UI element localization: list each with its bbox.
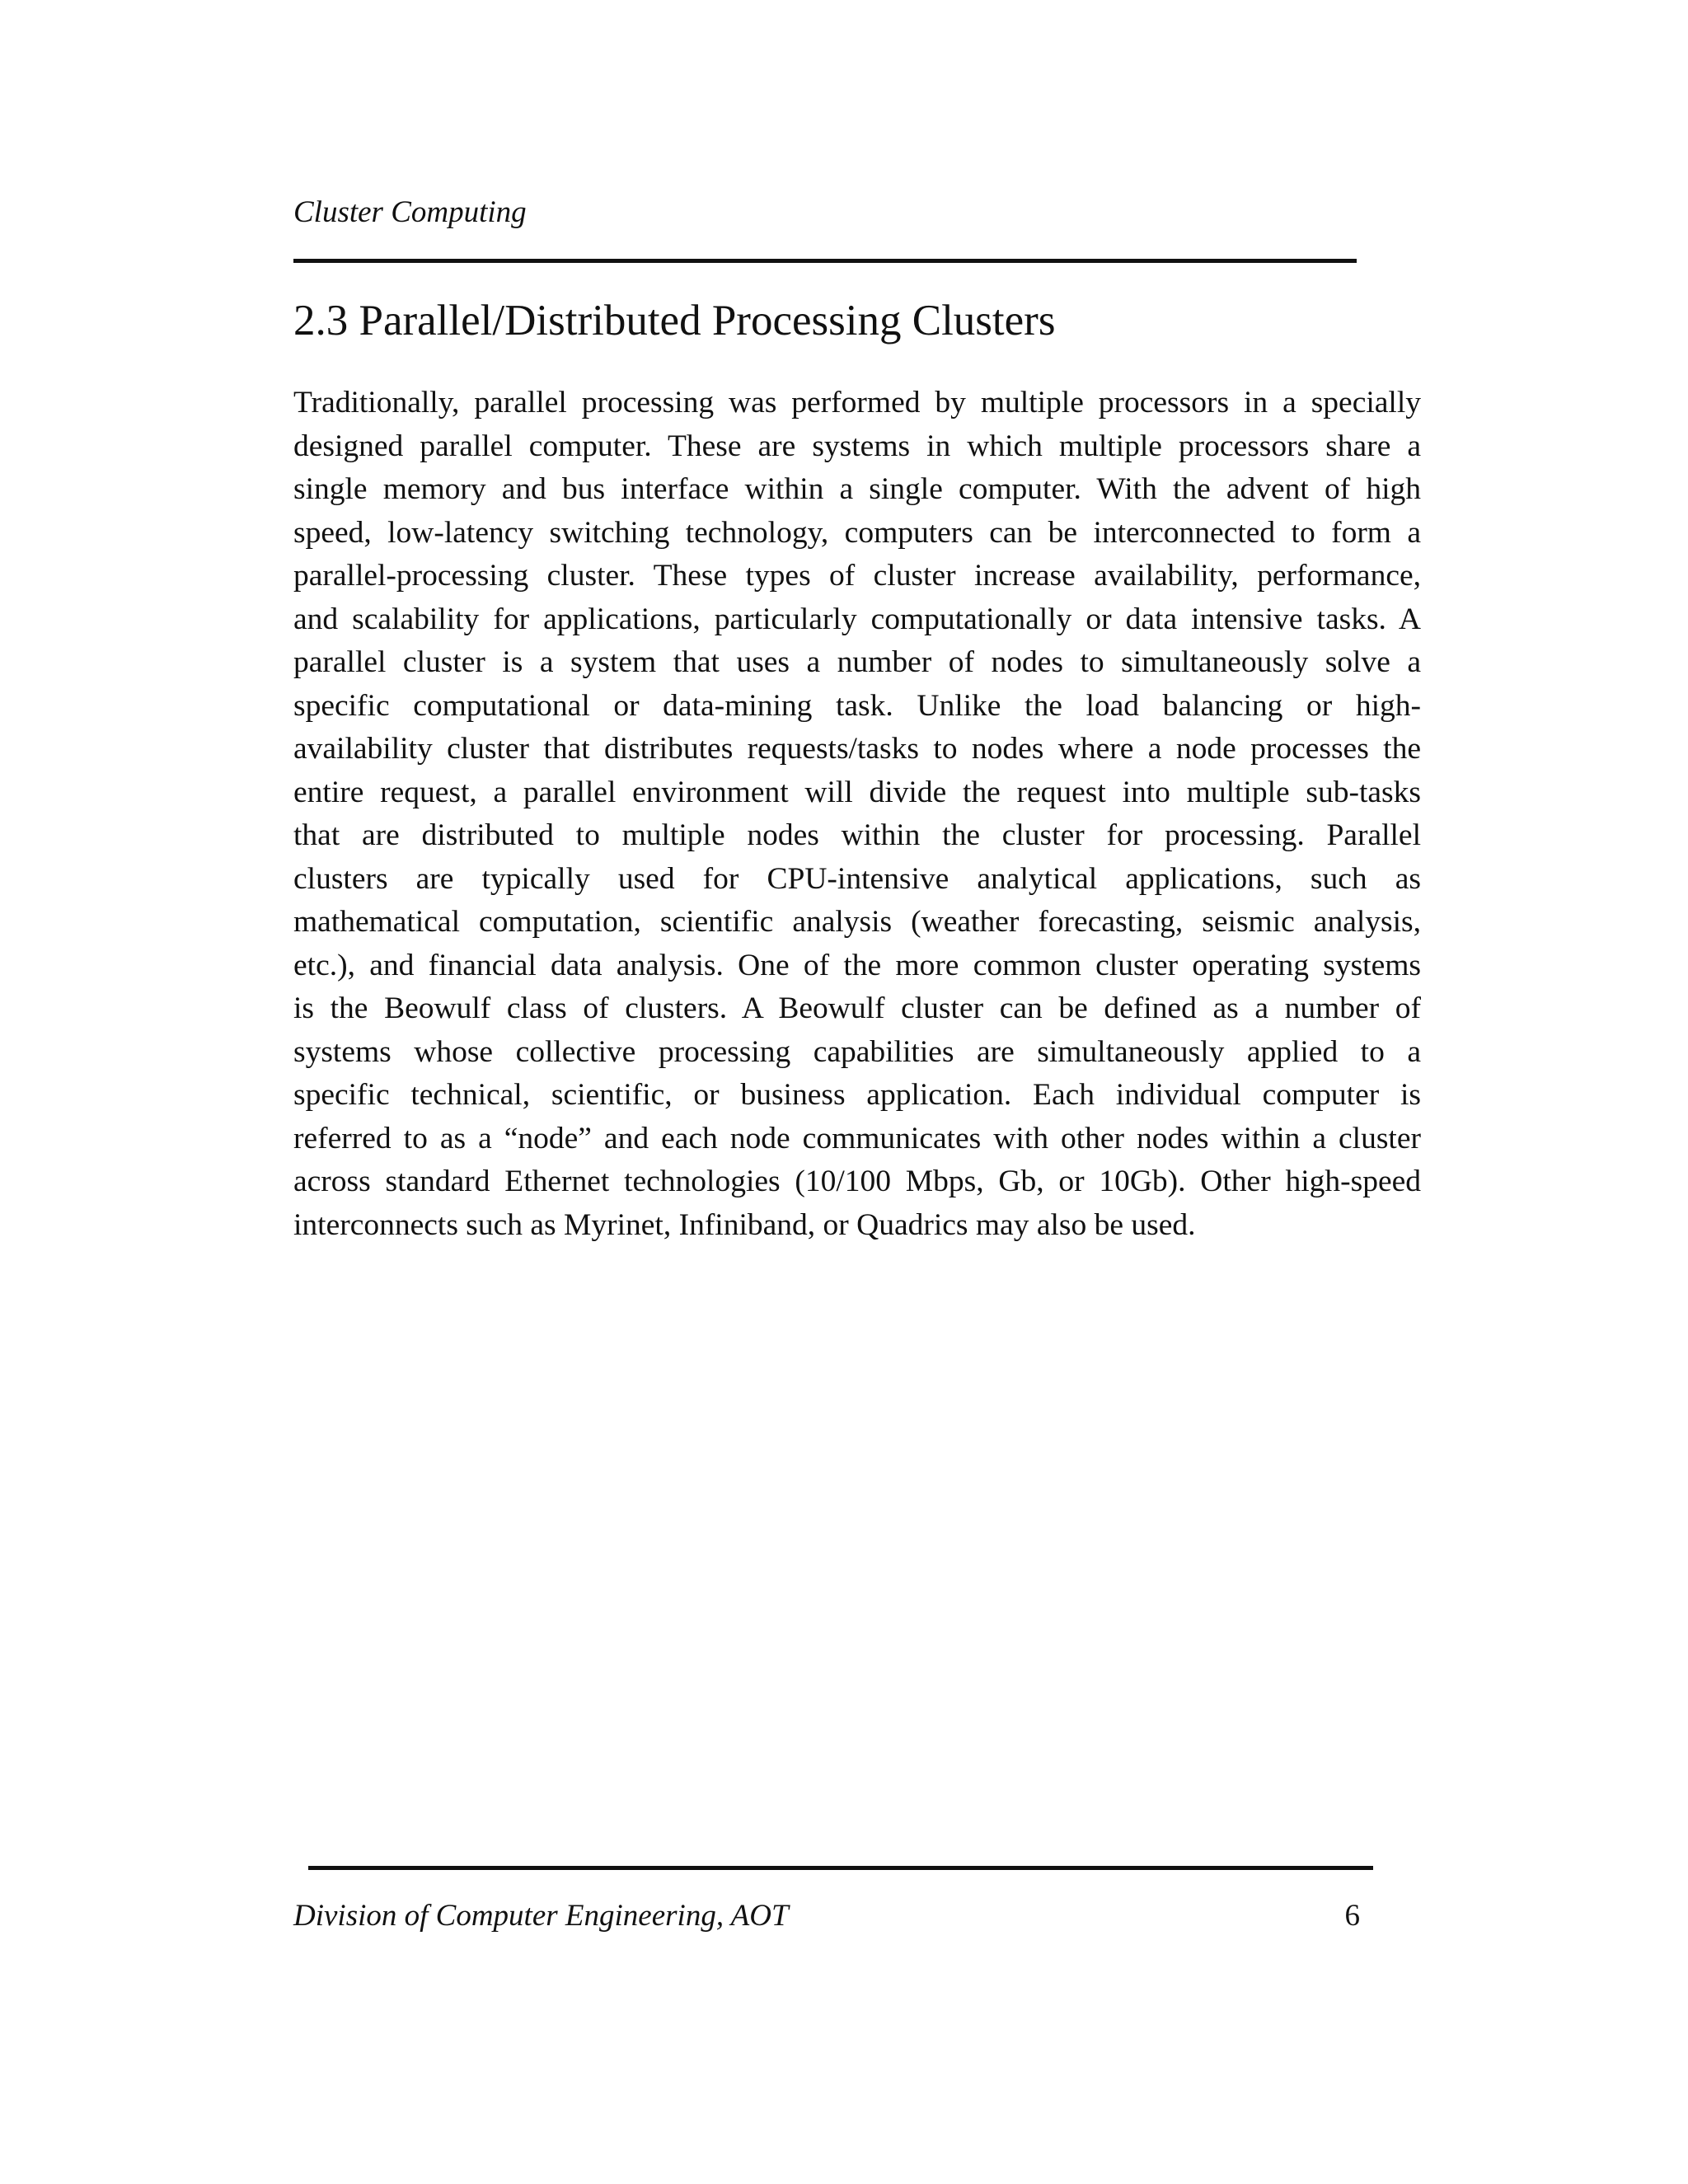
paragraph-line: designed parallel computer. These are systems in which multiple processors share a: [293, 429, 1421, 463]
paragraph-line: Traditionally, parallel processing was performed by multiple processors in a specially: [293, 386, 1421, 419]
paragraph-line: parallel cluster is a system that uses a number of nodes to simultaneously solve a: [293, 645, 1421, 679]
paragraph-line: specific technical, scientific, or business application. Each individual computer is: [293, 1078, 1421, 1112]
paragraph-line: and scalability for applications, particularly computationally or data intensive tasks. A: [293, 602, 1421, 636]
running-footer: Division of Computer Engineering, AOT: [293, 1899, 789, 1933]
section-heading: 2.3 Parallel/Distributed Processing Clusters: [293, 297, 1056, 344]
paragraph-line: systems whose collective processing capabilities are simultaneously applied to a: [293, 1034, 1421, 1069]
footer-divider: [308, 1866, 1373, 1870]
page-number: 6: [1344, 1899, 1360, 1933]
paragraph-line: single memory and bus interface within a single computer. With the advent of high: [293, 472, 1421, 506]
paragraph-line: mathematical computation, scientific analysis (weather forecasting, seismic analysis,: [293, 905, 1421, 939]
paragraph-line: referred to as a “node” and each node communicates with other nodes within a cluster: [293, 1121, 1421, 1155]
paragraph-line: specific computational or data-mining task. Unlike the load balancing or high-: [293, 688, 1421, 723]
paragraph-line: is the Beowulf class of clusters. A Beowulf cluster can be defined as a number of: [293, 991, 1421, 1025]
running-header: Cluster Computing: [293, 195, 527, 229]
paragraph-line: across standard Ethernet technologies (10/100 Mbps, Gb, or 10Gb). Other high-speed: [293, 1165, 1421, 1198]
section-body-paragraph: [293, 382, 1421, 1247]
paragraph-line: parallel-processing cluster. These types of cluster increase availability, performance,: [293, 559, 1421, 593]
paragraph-line: that are distributed to multiple nodes within the cluster for processing. Parallel: [293, 818, 1421, 852]
paragraph-line: interconnects such as Myrinet, Infiniband, or Quadrics may also be used.: [293, 1207, 1196, 1242]
paragraph-line: availability cluster that distributes requests/tasks to nodes where a node processes the: [293, 732, 1421, 766]
paragraph-line: entire request, a parallel environment will divide the request into multiple sub-tasks: [293, 775, 1421, 809]
paragraph-line: clusters are typically used for CPU-intensive analytical applications, such as: [293, 861, 1421, 896]
paragraph-line: etc.), and financial data analysis. One of the more common cluster operating systems: [293, 948, 1421, 982]
paragraph-line: speed, low-latency switching technology, computers can be interconnected to form a: [293, 515, 1421, 550]
header-divider: [293, 259, 1357, 263]
